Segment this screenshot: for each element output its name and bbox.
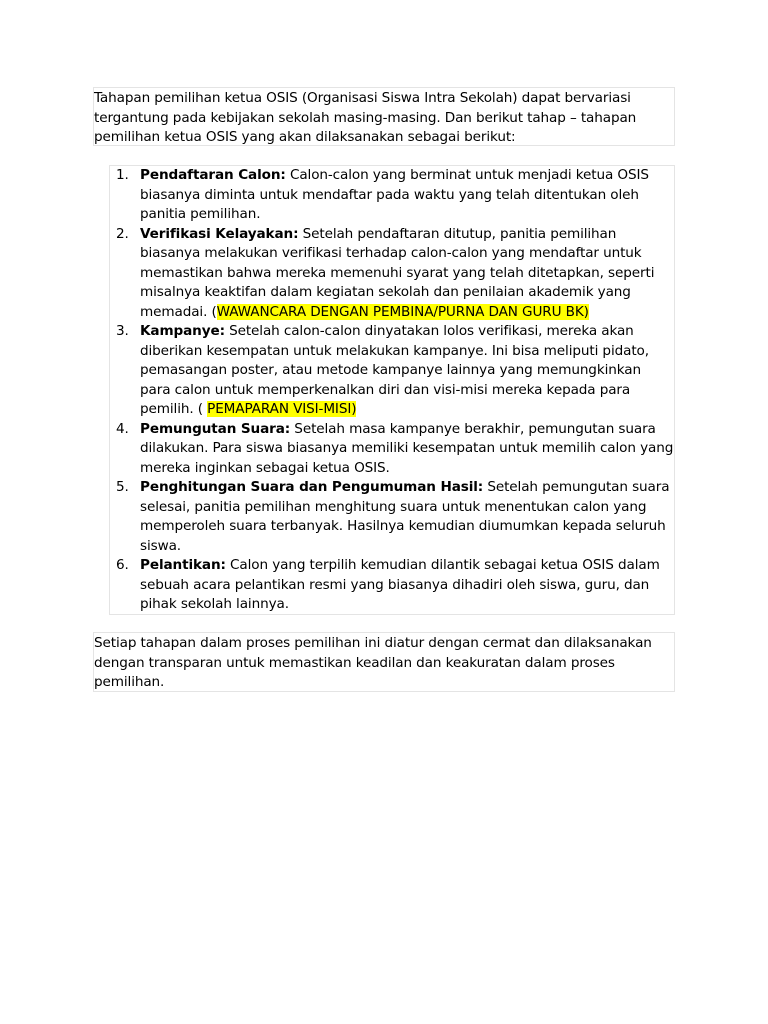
step-text: Setelah pemungutan suara selesai, panitia pemilihan menghitung suara untuk menentukan calon yang memperoleh suara terbanyak. Hasilnya kemudian diumumkan kepada seluruh siswa. [140,479,670,554]
step-text: Setelah pendaftaran ditutup, panitia pemilihan biasanya melakukan verifikasi terhadap calon-calon yang mendaftar untuk memastikan bahwa mereka memenuhi syarat yang telah ditetapkan, seperti misalnya keaktifan dalam kegiatan sekolah dan penilaian akademik yang memadai. [140,225,655,320]
step-note-prefix: ( [193,401,208,417]
step-number: 2. [116,225,129,242]
intro-paragraph: Tahapan pemilihan ketua OSIS (Organisasi Siswa Intra Sekolah) dapat bervariasi tergantung pada kebijakan sekolah masing-masing. Dan berikut tahap – tahapan pemilihan ketua OSIS yang akan dilaksanakan sebagai berikut: [94,90,637,145]
intro-paragraph-box [93,87,675,146]
step-title: Kampanye: [140,323,225,339]
step-note-prefix: ( [207,303,217,320]
step-number: 3. [116,323,129,339]
step-text: Setelah calon-calon dinyatakan lolos verifikasi, mereka akan diberikan kesempatan untuk melakukan kampanye. Ini bisa meliputi pidato, pemasangan poster, atau metode kampanye lainnya yang memungkinkan para calon untuk memperkenalkan diri dan visi-misi mereka kepada para pemilih. [140,323,649,417]
step-title: Pendaftaran Calon: [140,167,286,183]
closing-paragraph-box [93,632,675,692]
step-title: Verifikasi Kelayakan: [140,225,299,242]
step-number: 5. [116,479,129,495]
list-item [110,166,674,225]
step-text: Calon-calon yang berminat untuk menjadi ketua OSIS biasanya diminta untuk mendaftar pada waktu yang telah ditentukan oleh panitia pemilihan. [140,167,649,222]
step-title: Pemungutan Suara: [140,420,291,437]
step-text: Calon yang terpilih kemudian dilantik sebagai ketua OSIS dalam sebuah acara pelantikan resmi yang biasanya dihadiri oleh siswa, guru, dan pihak sekolah lainnya. [140,557,660,612]
list-item [110,478,674,556]
step-title: Penghitungan Suara dan Pengumuman Hasil: [140,479,484,495]
highlighted-note: WAWANCARA DENGAN PEMBINA/PURNA DAN GURU BK) [216,303,589,320]
step-number: 4. [116,420,129,437]
list-item [110,225,674,323]
highlighted-note: PEMAPARAN VISI-MISI) [207,401,357,417]
steps-list [110,166,674,615]
list-item [110,556,674,615]
step-number: 6. [116,557,129,573]
list-item [110,322,674,420]
step-number: 1. [116,167,129,183]
step-text: Setelah masa kampanye berakhir, pemungutan suara dilakukan. Para siswa biasanya memiliki kesempatan untuk memilih calon yang mereka inginkan sebagai ketua OSIS. [140,420,674,476]
closing-paragraph: Setiap tahapan dalam proses pemilihan ini diatur dengan cermat dan dilaksanakan dengan transparan untuk memastikan keadilan dan keakuratan dalam proses pemilihan. [94,635,652,690]
steps-list-box [109,165,675,615]
step-title: Pelantikan: [140,557,226,573]
list-item [110,420,674,479]
